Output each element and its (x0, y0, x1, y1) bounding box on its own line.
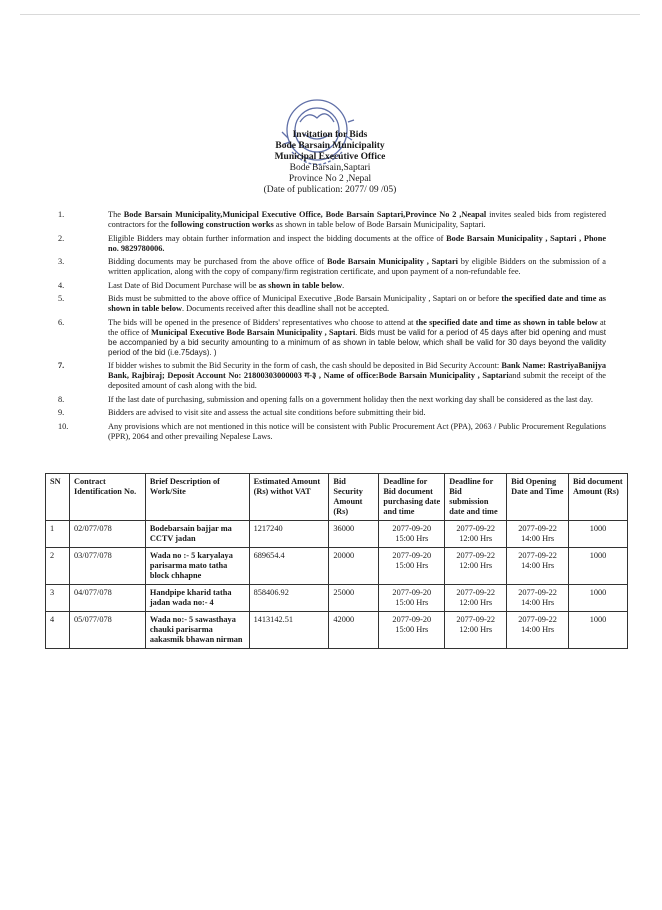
list-item: 7. If bidder wishes to submit the Bid Security in the form of cash, the cash should be deposited in Bid Security Account: Bank Name: RastriyaBanijya Bank, Rajbiraj; Deposit Account No: 21800303000003 ग-३ , Name of office:Bode Barsain Municipality , Saptariand submit the receipt of the deposited amount of cash along with the bid. (58, 361, 606, 390)
cell-amount: 1000 (569, 548, 628, 585)
cell-amount: 1000 (569, 585, 628, 612)
cell-desc: Handpipe kharid tatha jadan wada no:- 4 (145, 585, 249, 612)
cell-id: 03/077/078 (69, 548, 145, 585)
publication-date: (Date of publication: 2077/ 09 /05) (263, 185, 397, 195)
table-row (46, 548, 628, 585)
notice-header (200, 130, 460, 196)
cell-sn: 1 (46, 521, 70, 548)
table-row (46, 585, 628, 612)
cell-purchase: 2077-09-20 15:00 Hrs (379, 521, 445, 548)
province: Province No 2 ,Nepal (288, 174, 372, 184)
cell-submission: 2077-09-22 12:00 Hrs (445, 548, 507, 585)
municipality-name: Bode Barsain Municipality (275, 141, 385, 151)
cell-sn: 4 (46, 612, 70, 649)
list-item: 3. Bidding documents may be purchased from the above office of Bode Barsain Municipality , Saptari by eligible Bidders on the submission of a written application, along with the copy of company/firm registration certificate, and upon payment of a non-refundable fee. (58, 257, 606, 276)
cell-id: 02/077/078 (69, 521, 145, 548)
cell-sec: 36000 (329, 521, 379, 548)
cell-amount: 1000 (569, 521, 628, 548)
notice-title: Invitation for Bids (292, 130, 368, 140)
col-sn: SN (46, 474, 70, 521)
col-opening: Bid Opening Date and Time (507, 474, 569, 521)
list-item: 2. Eligible Bidders may obtain further information and inspect the bidding documents at the office of Bode Barsain Municipality , Saptari , Phone no. 9829780006. (58, 233, 607, 253)
cell-est: 689654.4 (249, 548, 329, 585)
cell-opening: 2077-09-22 14:00 Hrs (507, 585, 569, 612)
col-document-amount: Bid document Amount (Rs) (569, 474, 628, 521)
cell-id: 05/077/078 (69, 612, 145, 649)
cell-purchase: 2077-09-20 15:00 Hrs (379, 585, 445, 612)
cell-sec: 42000 (329, 612, 379, 649)
list-item: 10. Any provisions which are not mentioned in this notice will be consistent with Public Procurement Act (PPA), 2063 / Public Procurement Regulations (PPR), 2064 and other prevailing Nepalese Laws. (58, 421, 606, 441)
cell-est: 1413142.51 (249, 612, 329, 649)
table-row (46, 612, 628, 649)
cell-amount: 1000 (569, 612, 628, 649)
cell-submission: 2077-09-22 12:00 Hrs (445, 521, 507, 548)
cell-desc: Wada no:- 5 sawasthaya chauki parisarma aakasmik bhawan nirman (145, 612, 249, 649)
col-estimated-amount: Estimated Amount (Rs) withot VAT (249, 474, 329, 521)
col-contract-id: Contract Identification No. (69, 474, 145, 521)
cell-sn: 2 (46, 548, 70, 585)
office-name: Municipal Executive Office (274, 152, 386, 162)
notice-items (58, 210, 606, 445)
office-location: Bode Barsain,Saptari (289, 163, 371, 173)
list-item: 6. The bids will be opened in the presence of Bidders' representatives who choose to attend at the specified date and time as shown in table below at the office of Municipal Executive Bode Barsain Municipality , Saptari. Bids must be valid for a period of 45 days after bid opening and must be accompanied by a bid security amounting to a minimum of as shown in table below, which shall be valid for 30 days beyond the validity period of the bid (i.e.75days). ) (58, 317, 606, 357)
list-item: 9. Bidders are advised to visit site and assess the actual site conditions before submitting their bid. (58, 408, 426, 417)
table-header-row (46, 474, 628, 521)
cell-id: 04/077/078 (69, 585, 145, 612)
cell-opening: 2077-09-22 14:00 Hrs (507, 521, 569, 548)
cell-est: 858406.92 (249, 585, 329, 612)
col-submission-deadline: Deadline for Bid submission date and time (445, 474, 507, 521)
cell-submission: 2077-09-22 12:00 Hrs (445, 612, 507, 649)
cell-sn: 3 (46, 585, 70, 612)
cell-submission: 2077-09-22 12:00 Hrs (445, 585, 507, 612)
cell-purchase: 2077-09-20 15:00 Hrs (379, 612, 445, 649)
list-item: 5. Bids must be submitted to the above office of Municipal Executive ,Bode Barsain Municipality , Saptari on or before the specified date and time as shown in table below. Documents received after this deadline shall not be accepted. (58, 294, 606, 313)
cell-opening: 2077-09-22 14:00 Hrs (507, 548, 569, 585)
cell-sec: 20000 (329, 548, 379, 585)
cell-desc: Wada no :- 5 karyalaya parisarma mato tatha block chhapne (145, 548, 249, 585)
page-top-line (20, 14, 640, 15)
cell-est: 1217240 (249, 521, 329, 548)
col-description: Brief Description of Work/Site (145, 474, 249, 521)
table-row (46, 521, 628, 548)
list-item: 4. Last Date of Bid Document Purchase will be as shown in table below. (58, 280, 345, 290)
col-purchase-deadline: Deadline for Bid document purchasing date and time (379, 474, 445, 521)
list-item: 8. If the last date of purchasing, submission and opening falls on a government holiday then the next working day shall be considered as the last day. (58, 394, 593, 404)
cell-purchase: 2077-09-20 15:00 Hrs (379, 548, 445, 585)
list-item: 1. The Bode Barsain Municipality,Municipal Executive Office, Bode Barsain Saptari,Province No 2 ,Neapal invites sealed bids from registered contractors for the following construction works as shown in table below of Bode Barsain Municipality, Saptari. (58, 210, 606, 229)
cell-opening: 2077-09-22 14:00 Hrs (507, 612, 569, 649)
cell-sec: 25000 (329, 585, 379, 612)
cell-desc: Bodebarsain bajjar ma CCTV jadan (145, 521, 249, 548)
bid-table (45, 473, 628, 649)
col-bid-security: Bid Security Amount (Rs) (329, 474, 379, 521)
